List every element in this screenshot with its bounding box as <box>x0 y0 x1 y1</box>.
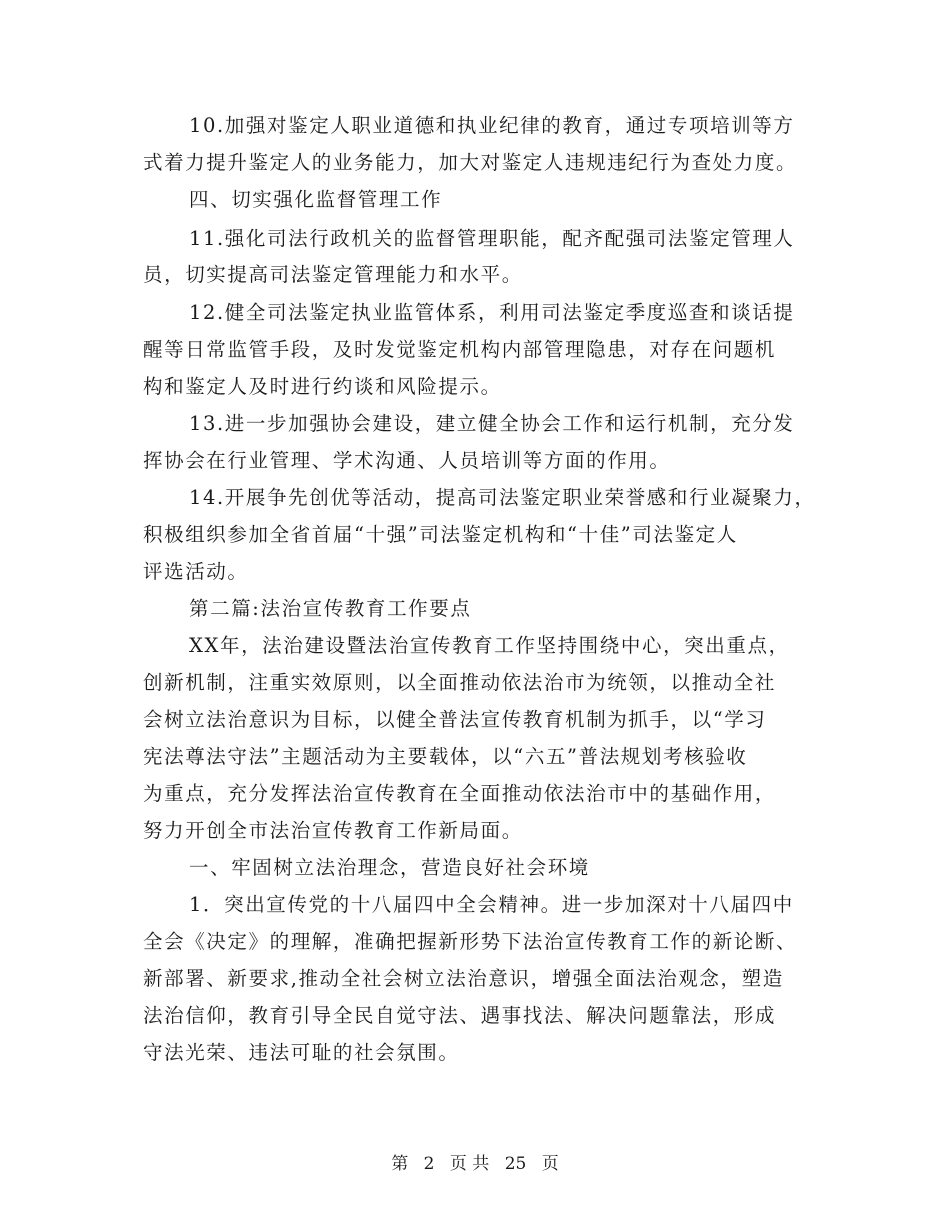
footer-prefix: 第 <box>391 1154 409 1174</box>
paragraph-line: 评选活动。 <box>143 560 249 583</box>
paragraph-line: 13.进一步加强协会建设，建立健全协会工作和运行机制，充分发 <box>189 412 795 435</box>
chapter-heading: 第二篇:法治宣传教育工作要点 <box>189 597 472 620</box>
section-heading: 一、牢固树立法治理念，营造良好社会环境 <box>189 856 590 879</box>
paragraph-line: 员，切实提高司法鉴定管理能力和水平。 <box>143 263 523 286</box>
paragraph-line: 醒等日常监管手段，及时发觉鉴定机构内部管理隐患，对存在问题机 <box>143 338 777 361</box>
paragraph-line: XX年，法治建设暨法治宣传教育工作坚持围绕中心，突出重点， <box>189 634 790 657</box>
page-footer <box>0 1153 950 1175</box>
paragraph-line: 12.健全司法鉴定执业监管体系，利用司法鉴定季度巡查和谈话提 <box>189 301 795 324</box>
footer-middle: 页 共 <box>449 1154 490 1174</box>
section-heading: 四、切实强化监督管理工作 <box>189 188 443 211</box>
paragraph-line: 积极组织参加全省首届“十强”司法鉴定机构和“十佳”司法鉴定人 <box>143 523 738 546</box>
total-pages-number: 25 <box>504 1154 527 1174</box>
footer-suffix: 页 <box>541 1154 559 1174</box>
paragraph-line: 14.开展争先创优等活动，提高司法鉴定职业荣誉感和行业凝聚力， <box>189 486 816 509</box>
paragraph-line: 守法光荣、违法可耻的社会氛围。 <box>143 1041 460 1064</box>
paragraph-line: 11.强化司法行政机关的监督管理职能，配齐配强司法鉴定管理人 <box>189 227 795 250</box>
paragraph-line: 创新机制，注重实效原则，以全面推动依法治市为统领，以推动全社 <box>143 671 777 694</box>
paragraph-line: 挥协会在行业管理、学术沟通、人员培训等方面的作用。 <box>143 449 671 472</box>
paragraph-line: 1．突出宣传党的十八届四中全会精神。进一步加深对十八届四中 <box>189 893 794 916</box>
paragraph-line: 全会《决定》的理解，准确把握新形势下法治宣传教育工作的新论断、 <box>143 930 798 953</box>
paragraph-line: 式着力提升鉴定人的业务能力，加大对鉴定人违规违纪行为查处力度。 <box>143 151 798 174</box>
paragraph-line: 会树立法治意识为目标，以健全普法宣传教育机制为抓手，以“学习 <box>143 708 767 731</box>
paragraph-line: 新部署、新要求,推动全社会树立法治意识，增强全面法治观念，塑造 <box>143 967 784 990</box>
paragraph-line: 构和鉴定人及时进行约谈和风险提示。 <box>143 375 502 398</box>
paragraph-line: 努力开创全市法治宣传教育工作新局面。 <box>143 819 523 842</box>
paragraph-line: 法治信仰，教育引导全民自觉守法、遇事找法、解决问题靠法，形成 <box>143 1004 777 1027</box>
paragraph-line: 宪法尊法守法”主题活动为主要载体，以“六五”普法规划考核验收 <box>143 745 748 768</box>
paragraph-line: 10.加强对鉴定人职业道德和执业纪律的教育，通过专项培训等方 <box>189 114 795 137</box>
paragraph-line: 为重点，充分发挥法治宣传教育在全面推动依法治市中的基础作用， <box>143 782 777 805</box>
current-page-number: 2 <box>423 1154 435 1174</box>
